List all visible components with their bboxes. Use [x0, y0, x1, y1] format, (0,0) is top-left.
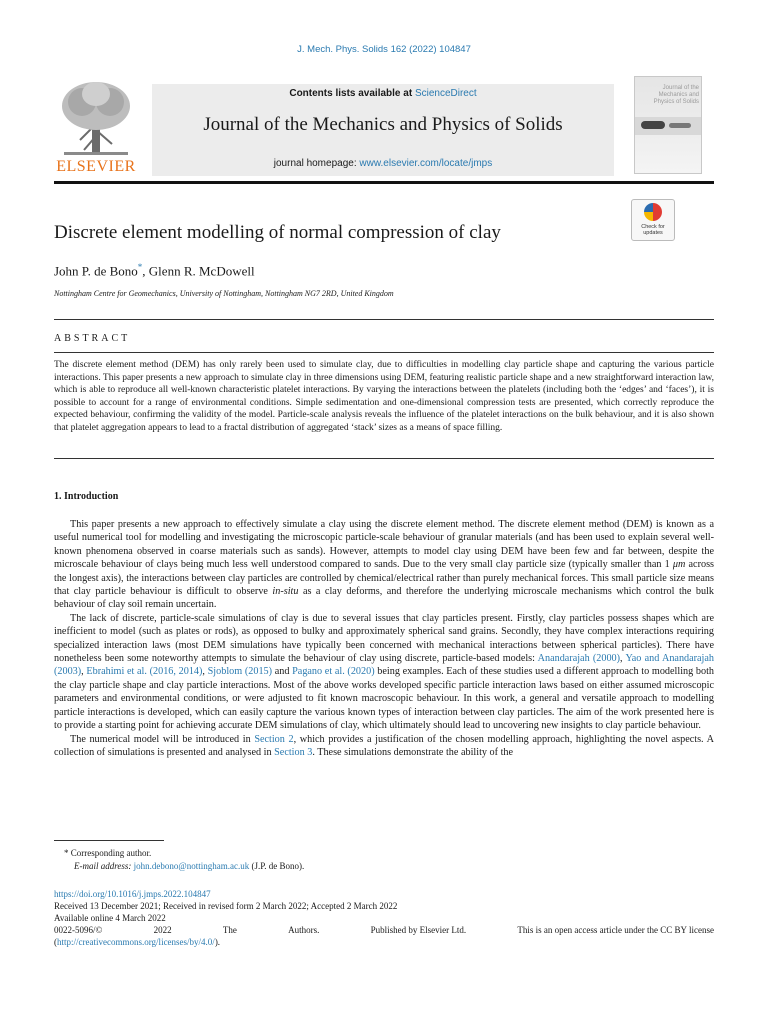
journal-cover-thumbnail[interactable]	[634, 76, 702, 174]
journal-citation-link[interactable]: J. Mech. Phys. Solids 162 (2022) 104847	[297, 44, 471, 55]
ref-section-2[interactable]: Section 2	[254, 733, 294, 745]
sciencedirect-link[interactable]: ScienceDirect	[414, 88, 477, 99]
homepage-line	[152, 158, 614, 169]
text-run: being examples. Each of these studies used a different approach to modelling both the clay particle shape and clay particle interactions. Most of the above works developed specific particle interaction laws based on either assumed microscopic parameters and environmental conditions, or were adjusted to fit known macroscopic behaviour. In this work, a general and versatile approach to modelling particle interactions is developed, which can easily capture the various known types of interaction between clay particles. The aim of the work presented here is to provide a starting point for achieving accurate DEM simulations of clay, which ultimately should lead to uncovering new insights to clay particle behaviour.	[54, 666, 715, 732]
journal-homepage-link[interactable]: www.elsevier.com/locate/jmps	[359, 158, 493, 169]
text-run: ,	[81, 666, 87, 678]
ref-sjoblom-2015[interactable]: Sjoblom (2015)	[207, 666, 273, 678]
text-run: The numerical model will be introduced in	[70, 733, 255, 745]
cover-graphic-2	[669, 123, 691, 128]
available-online-date: Available online 4 March 2022	[54, 913, 166, 923]
homepage-prefix: journal homepage:	[273, 158, 360, 169]
corresponding-author-note: * Corresponding author.	[64, 848, 152, 858]
ref-ebrahimi[interactable]: Ebrahimi et al. (2016, 2014)	[86, 666, 203, 678]
text-run: across the longest axis), the interactions between clay particles are controlled by chemical/electrical rather than purely mechanical forces. This small particle size means that clay particle behaviour is difficult to observe	[54, 559, 714, 598]
copyright-authors: Authors.	[288, 925, 320, 935]
email-suffix: (J.P. de Bono).	[249, 860, 305, 871]
text-run: , which provides a justification of the chosen modelling approach, highlighting the novel aspects. A collection of simulations is presented and analysed in	[54, 733, 714, 758]
journal-info-box	[152, 84, 614, 176]
cc-by-license-link[interactable]: http://creativecommons.org/licenses/by/4.0/	[57, 937, 215, 947]
elsevier-tree-icon	[58, 80, 134, 156]
affiliation: Nottingham Centre for Geomechanics, University of Nottingham, Nottingham NG7 2RD, United Kingdom	[54, 289, 394, 298]
abstract-heading: ABSTRACT	[54, 333, 131, 344]
text-run: and	[272, 666, 293, 678]
journal-title: Journal of the Mechanics and Physics of Solids	[203, 114, 563, 135]
text-run: This paper presents a new approach to effectively simulate a clay using the discrete element method. The discrete element method (DEM) is known as a useful numerical tool for modelling and investigating the microscopic particle-scale behaviour of granular materials (and has been used to explain several well-known phenomena observed in coarse materials such as sands). However, attempts to model clay using DEM have been few and far between, despite the microscale behaviour of clays being much less well understood compared to sands. Due to the very small clay particle size (typically smaller than 1	[54, 519, 714, 571]
unit-micrometre: μm	[672, 559, 686, 571]
author-mcdowell[interactable]: , Glenn R. McDowell	[142, 263, 255, 279]
received-dates: Received 13 December 2021; Received in revised form 2 March 2022; Accepted 2 March 2022	[54, 901, 398, 911]
ref-section-3[interactable]: Section 3	[274, 746, 313, 758]
abstract-text: The discrete element method (DEM) has only rarely been used to simulate clay, due to difficulties in modelling clay particle shape and capturing the various particle interactions. This paper presents a new approach to simulate clay in three dimensions using DEM, featuring realistic particle shape and a new straightforward interaction law, which is able to reproduce all well-known characteristic platelet interactions. By varying the interactions between the platelets (including both the ‘edges’ and ‘faces’), it is possible to account for a range of environmental conditions. Simple sedimentation and one-dimensional compression tests are presented, which correctly reproduce the expected behaviour, confirming the validity of the model. Particle-scale analysis reveals the influence of the platelet interactions on the bulk behaviour, and it is also shown that platelet aggregation appears to lead to a fractal distribution of aggregated ‘stack’ sizes as a means of space filling.	[54, 360, 714, 433]
text-run: ,	[202, 666, 208, 678]
footnote	[64, 847, 304, 872]
license-url-line	[54, 936, 714, 948]
article-metadata	[54, 888, 714, 948]
email-label: E-mail address:	[74, 860, 134, 871]
copyright-year: 2022	[153, 925, 172, 935]
license-line	[54, 924, 714, 936]
header-divider	[54, 181, 714, 184]
ref-pagano-2020[interactable]: Pagano et al. (2020)	[292, 666, 375, 678]
email-line	[64, 860, 304, 873]
check-for-updates-badge[interactable]	[631, 199, 675, 241]
abstract-bottom-rule	[54, 458, 714, 459]
elsevier-logo[interactable]	[54, 80, 138, 180]
intro-paragraph-1	[54, 518, 714, 612]
cover-graphic	[641, 121, 665, 129]
ref-yao-anandarajah-2003[interactable]: Yao and Anandarajah (2003)	[54, 653, 715, 678]
author-email-link[interactable]: john.debono@nottingham.ac.uk	[133, 860, 250, 871]
crossmark-icon	[644, 203, 662, 221]
intro-paragraph-3	[54, 733, 714, 760]
elsevier-wordmark: ELSEVIER	[56, 158, 136, 175]
in-situ-term: in-situ	[272, 586, 299, 598]
doi-link[interactable]: https://doi.org/10.1016/j.jmps.2022.104847	[54, 889, 211, 899]
contents-line	[152, 88, 614, 99]
copyright-the: The	[222, 925, 237, 935]
cover-title: Journal of the Mechanics and Physics of Solids	[653, 85, 699, 105]
paren-open: (	[54, 937, 57, 947]
corresponding-author-mark[interactable]: *	[137, 262, 143, 272]
paren-close: ).	[214, 937, 221, 947]
contents-prefix: Contents lists available at	[289, 88, 415, 99]
text-run: The lack of discrete, particle-scale simulations of clay is due to several issues that clay particles present. Firstly, clay particles possess shapes which are inefficient to model (such as plates or rods), as opposed to bulky and approximately spherical sand grains. Secondly, they have complex interactions requiring specialized interaction laws (most DEM simulations have typically been concerned with mechanical interactions between spherical particles). There have nonetheless been some noteworthy attempts to simulate the behaviour of clay using discrete, particle-based models:	[54, 612, 714, 665]
author-list	[54, 262, 255, 279]
intro-paragraph-2	[54, 612, 714, 733]
introduction-body	[54, 518, 714, 759]
section-heading-introduction: 1. Introduction	[54, 491, 119, 502]
footnote-rule	[54, 840, 164, 841]
abstract-heading-rule	[54, 352, 714, 353]
issn: 0022-5096/©	[54, 925, 103, 935]
article-title: Discrete element modelling of normal compression of clay	[54, 222, 501, 243]
author-de-bono[interactable]: John P. de Bono	[54, 263, 138, 279]
crossmark-label: Check for updates	[641, 224, 665, 236]
text-run: as a clay deforms, and therefore the underlying microscale mechanisms which control the bulk behaviour of clay soil remain uncertain.	[54, 586, 714, 611]
text-run: ,	[620, 653, 626, 665]
text-run: . These simulations demonstrate the ability of the	[312, 746, 514, 758]
journal-header	[54, 76, 714, 180]
publisher-statement: Published by Elsevier Ltd.	[370, 925, 467, 935]
abstract-top-rule	[54, 319, 714, 320]
open-access-statement: This is an open access article under the CC BY license	[517, 925, 714, 935]
ref-anandarajah-2000[interactable]: Anandarajah (2000)	[537, 653, 621, 665]
